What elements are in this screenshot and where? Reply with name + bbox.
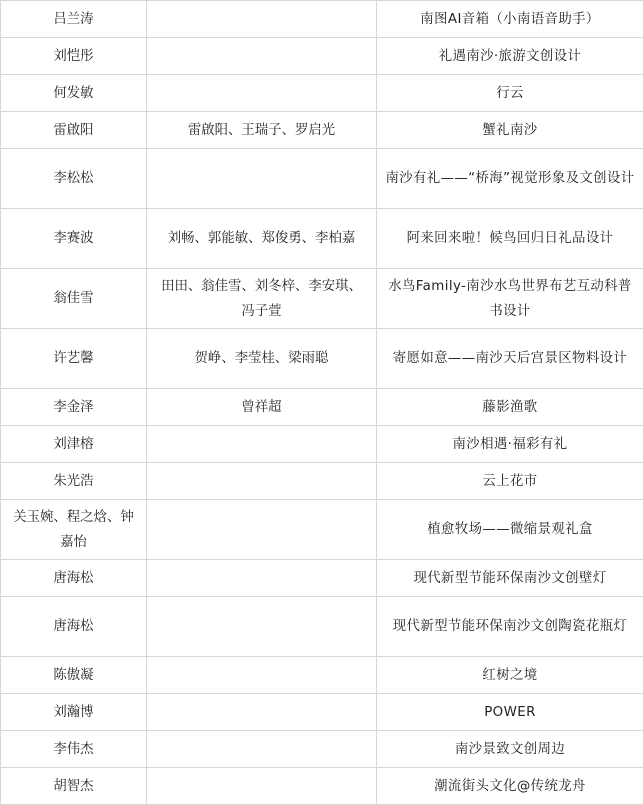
work-title-cell: 潮流街头文化@传统龙舟 [377,768,643,805]
author-cell: 何发敏 [1,75,147,112]
work-title-cell: 现代新型节能环保南沙文创陶瓷花瓶灯 [377,597,643,657]
table-row [1,1,643,38]
team-cell [147,731,377,768]
table-row [1,112,643,149]
author-cell: 唐海松 [1,597,147,657]
work-title-cell: 南沙有礼——“桥海”视觉形象及文创设计 [377,149,643,209]
table-row [1,463,643,500]
author-cell: 刘瀚博 [1,694,147,731]
author-cell: 李赛波 [1,209,147,269]
author-cell: 雷啟阳 [1,112,147,149]
team-cell: 田田、翁佳雪、刘冬梓、李安琪、冯子萱 [147,269,377,329]
team-cell [147,500,377,560]
author-cell: 唐海松 [1,560,147,597]
table-row [1,75,643,112]
team-cell [147,560,377,597]
work-title-cell: 南图AI音箱（小南语音助手） [377,1,643,38]
work-title-cell: 蟹礼南沙 [377,112,643,149]
table-row [1,657,643,694]
author-cell: 李金泽 [1,389,147,426]
work-title-cell: 云上花市 [377,463,643,500]
table-row [1,768,643,805]
work-title-cell: 礼遇南沙·旅游文创设计 [377,38,643,75]
team-cell [147,149,377,209]
work-title-cell: POWER [377,694,643,731]
work-title-cell: 南沙相遇·福彩有礼 [377,426,643,463]
author-cell: 朱光浩 [1,463,147,500]
table-row [1,389,643,426]
team-cell [147,1,377,38]
table-row [1,694,643,731]
table-row [1,560,643,597]
author-cell: 许艺馨 [1,329,147,389]
team-cell [147,694,377,731]
team-cell: 刘畅、郭能敏、郑俊勇、李柏嘉 [147,209,377,269]
author-cell: 陈傲凝 [1,657,147,694]
work-title-cell: 红树之境 [377,657,643,694]
table-row [1,38,643,75]
author-cell: 刘津榕 [1,426,147,463]
team-cell [147,768,377,805]
team-cell [147,38,377,75]
author-cell: 李松松 [1,149,147,209]
work-title-cell: 现代新型节能环保南沙文创壁灯 [377,560,643,597]
team-cell [147,75,377,112]
work-title-cell: 水鸟Family-南沙水鸟世界布艺互动科普书设计 [377,269,643,329]
work-title-cell: 行云 [377,75,643,112]
author-cell: 关玉婉、程之焓、钟嘉怡 [1,500,147,560]
author-cell: 刘恺彤 [1,38,147,75]
table-row [1,500,643,560]
author-cell: 李伟杰 [1,731,147,768]
author-cell: 胡智杰 [1,768,147,805]
work-title-cell: 寄愿如意——南沙天后宫景区物料设计 [377,329,643,389]
table-row [1,149,643,209]
table-row [1,209,643,269]
author-cell: 翁佳雪 [1,269,147,329]
work-title-cell: 阿来回来啦！候鸟回归日礼品设计 [377,209,643,269]
team-cell: 曾祥超 [147,389,377,426]
team-cell [147,463,377,500]
team-cell: 雷啟阳、王瑞子、罗启光 [147,112,377,149]
team-cell [147,426,377,463]
table-row [1,597,643,657]
table-row [1,329,643,389]
table-row [1,426,643,463]
table-row [1,731,643,768]
table-row [1,269,643,329]
author-cell: 吕兰涛 [1,1,147,38]
team-cell [147,597,377,657]
team-cell: 贺峥、李莹桂、梁雨聪 [147,329,377,389]
work-title-cell: 南沙景致文创周边 [377,731,643,768]
work-title-cell: 藤影渔歌 [377,389,643,426]
team-cell [147,657,377,694]
work-title-cell: 植愈牧场——微缩景观礼盒 [377,500,643,560]
